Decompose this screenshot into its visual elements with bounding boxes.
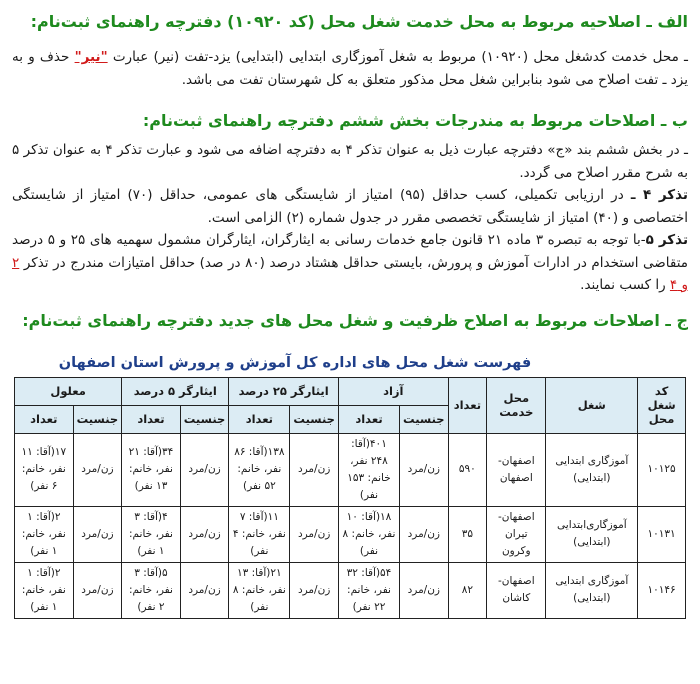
cell-location: اصفهان- تیران وکرون bbox=[487, 506, 546, 562]
cell-disabled-gender: زن/مرد bbox=[73, 433, 122, 506]
cell-isar25-gender: زن/مرد bbox=[290, 506, 339, 562]
header-code: کد شغل محل bbox=[638, 377, 686, 433]
cell-free-count: ۴۰۱(آقا: ۲۴۸ نفر، خانم: ۱۵۳ نفر) bbox=[338, 433, 399, 506]
header-isar25: ایثارگر ۲۵ درصد bbox=[229, 377, 339, 405]
header-free: آزاد bbox=[338, 377, 448, 405]
section-be-heading: ب ـ اصلاحات مربوط به مندرجات بخش ششم دفترچه راهنمای ثبت‌نام: bbox=[142, 111, 688, 130]
header-gender: جنسیت bbox=[180, 405, 229, 433]
cell-disabled-count: ۲(آقا: ۱ نفر، خانم: ۱ نفر) bbox=[15, 506, 74, 562]
cell-disabled-gender: زن/مرد bbox=[73, 562, 122, 618]
table-row bbox=[15, 562, 686, 618]
cell-disabled-count: ۱۷(آقا: ۱۱ نفر، خانم: ۶ نفر) bbox=[15, 433, 74, 506]
header-location: محل خدمت bbox=[487, 377, 546, 433]
header-gender: جنسیت bbox=[73, 405, 122, 433]
cell-isar5-gender: زن/مرد bbox=[180, 506, 229, 562]
section-alef-text: ـ محل خدمت کدشغل محل (۱۰۹۲۰) مربوط به شغل آموزگاری ابتدایی (ابتدایی) یزد-تفت (نیر) عبارت bbox=[107, 49, 688, 65]
cell-isar25-gender: زن/مرد bbox=[290, 433, 339, 506]
table-row bbox=[15, 433, 686, 506]
header-isar5: ایثارگر ۵ درصد bbox=[122, 377, 229, 405]
cell-code: ۱۰۱۲۵ bbox=[638, 433, 686, 506]
section-je-heading: ج ـ اصلاحات مربوط به اصلاح ظرفیت و شغل محل های جدید دفترچه راهنمای ثبت‌نام: bbox=[22, 310, 688, 330]
table-row bbox=[15, 506, 686, 562]
note-5-text: -با توجه به تبصره ۳ ماده ۲۱ قانون جامع خدمات رسانی به ایثارگران، ایثارگران مشمول سهمیه های ۲۵ و ۵ درصد متقاضی استخدام در ادارات آموزش و پرورش، بایستی حداقل هشتاد درصد (۸۰ در صد) حداقل امتیازات مندرج در تذکر bbox=[12, 232, 689, 271]
cell-disabled-gender: زن/مرد bbox=[73, 506, 122, 562]
cell-isar25-gender: زن/مرد bbox=[290, 562, 339, 618]
note-5-end: را کسب نمایند. bbox=[580, 277, 670, 293]
cell-count: ۸۲ bbox=[448, 562, 487, 618]
cell-count: ۵۹۰ bbox=[448, 433, 487, 506]
cell-job: آموزگاری‌ابتدایی (ابتدایی) bbox=[546, 506, 638, 562]
header-number: تعداد bbox=[229, 405, 290, 433]
cell-isar25-count: ۱۱(آقا: ۷ نفر، خانم: ۴ نفر) bbox=[229, 506, 290, 562]
cell-location: اصفهان- اصفهان bbox=[487, 433, 546, 506]
cell-isar5-count: ۵(آقا: ۳ نفر، خانم: ۲ نفر) bbox=[122, 562, 181, 618]
cell-isar5-count: ۳۴(آقا: ۲۱ نفر، خانم: ۱۳ نفر) bbox=[122, 433, 181, 506]
cell-free-count: ۱۸(آقا: ۱۰ نفر، خانم: ۸ نفر) bbox=[338, 506, 399, 562]
note-5-paragraph bbox=[12, 229, 688, 297]
section-alef-paragraph bbox=[12, 46, 688, 91]
cell-free-count: ۵۴(آقا: ۳۲ نفر، خانم: ۲۲ نفر) bbox=[338, 562, 399, 618]
cell-isar25-count: ۱۳۸(آقا: ۸۶ نفر، خانم: ۵۲ نفر) bbox=[229, 433, 290, 506]
cell-code: ۱۰۱۴۶ bbox=[638, 562, 686, 618]
section-alef-heading: الف ـ اصلاحیه مربوط به محل خدمت شغل محل (کد ۱۰۹۲۰) دفترچه راهنمای ثبت‌نام: bbox=[30, 12, 688, 31]
cell-isar25-count: ۲۱(آقا: ۱۳ نفر، خانم: ۸ نفر) bbox=[229, 562, 290, 618]
note-4-label: تذکر ۴ ـ bbox=[630, 187, 688, 203]
cell-job: آموزگاری ابتدایی (ابتدایی) bbox=[546, 562, 638, 618]
highlight-nir: "نیر" bbox=[74, 49, 108, 65]
header-number: تعداد bbox=[122, 405, 181, 433]
cell-free-gender: زن/مرد bbox=[400, 562, 449, 618]
section-alef-text-end: حذف و به یزد ـ تفت اصلاح می شود بنابراین شغل محل مذکور متعلق به کل شهرستان تفت می باشد. bbox=[12, 49, 688, 88]
header-disabled: معلول bbox=[15, 377, 122, 405]
cell-location: اصفهان- کاشان bbox=[487, 562, 546, 618]
note-4-paragraph bbox=[12, 184, 688, 229]
header-count: تعداد bbox=[448, 377, 487, 433]
note-5-label: تذکر ۵ bbox=[645, 232, 689, 248]
cell-disabled-count: ۲(آقا: ۱ نفر، خانم: ۱ نفر) bbox=[15, 562, 74, 618]
cell-isar5-gender: زن/مرد bbox=[180, 562, 229, 618]
header-gender: جنسیت bbox=[400, 405, 449, 433]
header-number: تعداد bbox=[338, 405, 399, 433]
section-be-intro: ـ در بخش ششم بند «ج» دفترچه عبارت ذیل به عنوان تذکر ۴ به دفترچه اضافه می شود و عبارت تذکر ۴ به عنوان تذکر ۵ به شرح مقرر اصلاح می گردد. bbox=[12, 142, 688, 181]
cell-isar5-count: ۴(آقا: ۳ نفر، خانم: ۱ نفر) bbox=[122, 506, 181, 562]
header-gender: جنسیت bbox=[290, 405, 339, 433]
cell-count: ۳۵ bbox=[448, 506, 487, 562]
header-number: تعداد bbox=[15, 405, 74, 433]
note-4-text: در ارزیابی تکمیلی، کسب حداقل (۹۵) امتیاز از شایستگی های عمومی، حداقل (۷۰) امتیاز از شایستگی اختصاصی و (۴۰) امتیاز از شایستگی تخصصی مقرر در جدول شماره (۲) الزامی است. bbox=[12, 187, 688, 226]
header-job: شغل bbox=[546, 377, 638, 433]
cell-isar5-gender: زن/مرد bbox=[180, 433, 229, 506]
cell-free-gender: زن/مرد bbox=[400, 506, 449, 562]
job-locations-table bbox=[14, 377, 686, 619]
cell-job: آموزگاری ابتدایی (ابتدایی) bbox=[546, 433, 638, 506]
cell-code: ۱۰۱۳۱ bbox=[638, 506, 686, 562]
table-title: فهرست شغل محل های اداره کل آموزش و پرورش استان اصفهان bbox=[58, 354, 532, 371]
note-reference-link: ۲ و ۴ bbox=[12, 254, 688, 293]
cell-free-gender: زن/مرد bbox=[400, 433, 449, 506]
